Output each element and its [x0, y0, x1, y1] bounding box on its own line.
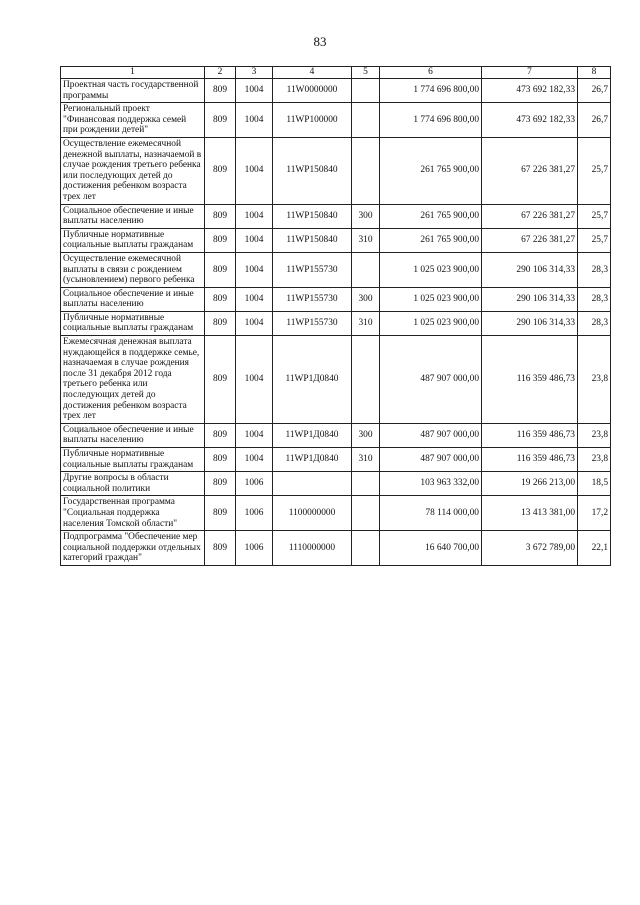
cell-target-code: 11WP100000 [273, 103, 352, 138]
cell-target-code: 11WP1Д0840 [273, 336, 352, 424]
cell-planned-amount: 261 765 900,00 [380, 204, 482, 228]
page-number: 83 [313, 34, 327, 49]
cell-section-code: 1004 [236, 423, 273, 447]
cell-admin-code: 809 [205, 336, 236, 424]
cell-admin-code: 809 [205, 79, 236, 103]
row-name: Публичные нормативные социальные выплаты гражданам [61, 311, 205, 335]
row-name: Публичные нормативные социальные выплаты гражданам [61, 448, 205, 472]
column-header: 1 [61, 67, 205, 79]
cell-percent: 22,1 [578, 531, 611, 566]
table-row [61, 228, 611, 252]
cell-expense-type: 310 [352, 228, 380, 252]
cell-planned-amount: 261 765 900,00 [380, 137, 482, 204]
cell-section-code: 1004 [236, 103, 273, 138]
cell-target-code: 11WP1Д0840 [273, 423, 352, 447]
row-name: Проектная часть государственной программы [61, 79, 205, 103]
cell-expense-type [352, 472, 380, 496]
cell-percent: 18,5 [578, 472, 611, 496]
cell-actual-amount: 3 672 789,00 [482, 531, 578, 566]
cell-percent: 25,7 [578, 204, 611, 228]
column-header: 2 [205, 67, 236, 79]
cell-expense-type [352, 336, 380, 424]
cell-target-code: 11WP155730 [273, 311, 352, 335]
row-name: Социальное обеспечение и иные выплаты населению [61, 423, 205, 447]
table-row [61, 311, 611, 335]
cell-percent: 25,7 [578, 137, 611, 204]
cell-percent: 26,7 [578, 79, 611, 103]
row-name: Осуществление ежемесячной выплаты в связи с рождением (усыновлением) первого ребенка [61, 252, 205, 287]
cell-actual-amount: 67 226 381,27 [482, 228, 578, 252]
table-row [61, 472, 611, 496]
cell-percent: 17,2 [578, 496, 611, 531]
column-header: 3 [236, 67, 273, 79]
row-name: Социальное обеспечение и иные выплаты населению [61, 204, 205, 228]
cell-planned-amount: 487 907 000,00 [380, 423, 482, 447]
cell-target-code: 11W0000000 [273, 79, 352, 103]
cell-target-code: 1110000000 [273, 531, 352, 566]
cell-section-code: 1006 [236, 496, 273, 531]
cell-actual-amount: 67 226 381,27 [482, 137, 578, 204]
column-header: 4 [273, 67, 352, 79]
cell-planned-amount: 487 907 000,00 [380, 336, 482, 424]
cell-planned-amount: 103 963 332,00 [380, 472, 482, 496]
cell-planned-amount: 1 774 696 800,00 [380, 103, 482, 138]
cell-planned-amount: 1 025 023 900,00 [380, 252, 482, 287]
row-name: Ежемесячная денежная выплата нуждающейся в поддержке семье, назначаемая в случае рождения после 31 декабря 2012 года третьего ребенка или последующих детей до достижения ребенком возраста трех лет [61, 336, 205, 424]
row-name: Осуществление ежемесячной денежной выплаты, назначаемой в случае рождения третьего ребенка или последующих детей до достижения ребенком возраста трех лет [61, 137, 205, 204]
table-row [61, 531, 611, 566]
cell-actual-amount: 290 106 314,33 [482, 287, 578, 311]
cell-target-code: 1100000000 [273, 496, 352, 531]
cell-actual-amount: 290 106 314,33 [482, 311, 578, 335]
cell-planned-amount: 261 765 900,00 [380, 228, 482, 252]
cell-expense-type: 310 [352, 311, 380, 335]
cell-target-code: 11WP150840 [273, 228, 352, 252]
cell-expense-type: 300 [352, 287, 380, 311]
cell-section-code: 1004 [236, 137, 273, 204]
cell-section-code: 1004 [236, 287, 273, 311]
cell-section-code: 1006 [236, 472, 273, 496]
cell-admin-code: 809 [205, 472, 236, 496]
cell-target-code: 11WP1Д0840 [273, 448, 352, 472]
cell-target-code: 11WP150840 [273, 137, 352, 204]
row-name: Подпрограмма "Обеспечение мер социальной поддержки отдельных категорий граждан" [61, 531, 205, 566]
cell-section-code: 1004 [236, 204, 273, 228]
table-row [61, 496, 611, 531]
cell-section-code: 1004 [236, 228, 273, 252]
cell-planned-amount: 1 025 023 900,00 [380, 287, 482, 311]
cell-admin-code: 809 [205, 448, 236, 472]
cell-planned-amount: 487 907 000,00 [380, 448, 482, 472]
cell-expense-type [352, 137, 380, 204]
cell-admin-code: 809 [205, 204, 236, 228]
table-row [61, 336, 611, 424]
cell-actual-amount: 19 266 213,00 [482, 472, 578, 496]
cell-section-code: 1006 [236, 531, 273, 566]
cell-target-code [273, 472, 352, 496]
budget-table [60, 66, 611, 566]
column-header: 8 [578, 67, 611, 79]
cell-expense-type [352, 79, 380, 103]
row-name: Социальное обеспечение и иные выплаты населению [61, 287, 205, 311]
cell-percent: 23,8 [578, 336, 611, 424]
cell-section-code: 1004 [236, 252, 273, 287]
cell-admin-code: 809 [205, 423, 236, 447]
cell-target-code: 11WP150840 [273, 204, 352, 228]
row-name: Региональный проект "Финансовая поддержка семей при рождении детей" [61, 103, 205, 138]
cell-percent: 28,3 [578, 287, 611, 311]
cell-planned-amount: 1 025 023 900,00 [380, 311, 482, 335]
table-row [61, 204, 611, 228]
cell-admin-code: 809 [205, 137, 236, 204]
table-row [61, 252, 611, 287]
cell-expense-type [352, 531, 380, 566]
cell-section-code: 1004 [236, 448, 273, 472]
column-header: 7 [482, 67, 578, 79]
cell-actual-amount: 473 692 182,33 [482, 103, 578, 138]
column-header: 6 [380, 67, 482, 79]
row-name: Другие вопросы в области социальной политики [61, 472, 205, 496]
cell-actual-amount: 13 413 381,00 [482, 496, 578, 531]
cell-planned-amount: 1 774 696 800,00 [380, 79, 482, 103]
table-row [61, 423, 611, 447]
cell-percent: 23,8 [578, 423, 611, 447]
table-row [61, 79, 611, 103]
cell-expense-type [352, 496, 380, 531]
cell-admin-code: 809 [205, 311, 236, 335]
cell-admin-code: 809 [205, 496, 236, 531]
cell-expense-type: 300 [352, 204, 380, 228]
table-row [61, 448, 611, 472]
row-name: Государственная программа "Социальная поддержка населения Томской области" [61, 496, 205, 531]
header-row [61, 67, 611, 79]
column-header: 5 [352, 67, 380, 79]
cell-percent: 25,7 [578, 228, 611, 252]
cell-expense-type: 310 [352, 448, 380, 472]
cell-actual-amount: 67 226 381,27 [482, 204, 578, 228]
cell-expense-type: 300 [352, 423, 380, 447]
cell-target-code: 11WP155730 [273, 252, 352, 287]
cell-section-code: 1004 [236, 311, 273, 335]
cell-expense-type [352, 103, 380, 138]
cell-actual-amount: 116 359 486,73 [482, 336, 578, 424]
cell-target-code: 11WP155730 [273, 287, 352, 311]
cell-admin-code: 809 [205, 103, 236, 138]
cell-expense-type [352, 252, 380, 287]
cell-actual-amount: 116 359 486,73 [482, 448, 578, 472]
cell-percent: 26,7 [578, 103, 611, 138]
cell-section-code: 1004 [236, 336, 273, 424]
table-row [61, 103, 611, 138]
cell-section-code: 1004 [236, 79, 273, 103]
cell-actual-amount: 473 692 182,33 [482, 79, 578, 103]
cell-actual-amount: 116 359 486,73 [482, 423, 578, 447]
cell-admin-code: 809 [205, 252, 236, 287]
cell-admin-code: 809 [205, 228, 236, 252]
cell-planned-amount: 78 114 000,00 [380, 496, 482, 531]
table-row [61, 287, 611, 311]
cell-percent: 28,3 [578, 252, 611, 287]
cell-admin-code: 809 [205, 287, 236, 311]
table-row [61, 137, 611, 204]
cell-percent: 23,8 [578, 448, 611, 472]
cell-planned-amount: 16 640 700,00 [380, 531, 482, 566]
cell-admin-code: 809 [205, 531, 236, 566]
row-name: Публичные нормативные социальные выплаты гражданам [61, 228, 205, 252]
cell-percent: 28,3 [578, 311, 611, 335]
cell-actual-amount: 290 106 314,33 [482, 252, 578, 287]
